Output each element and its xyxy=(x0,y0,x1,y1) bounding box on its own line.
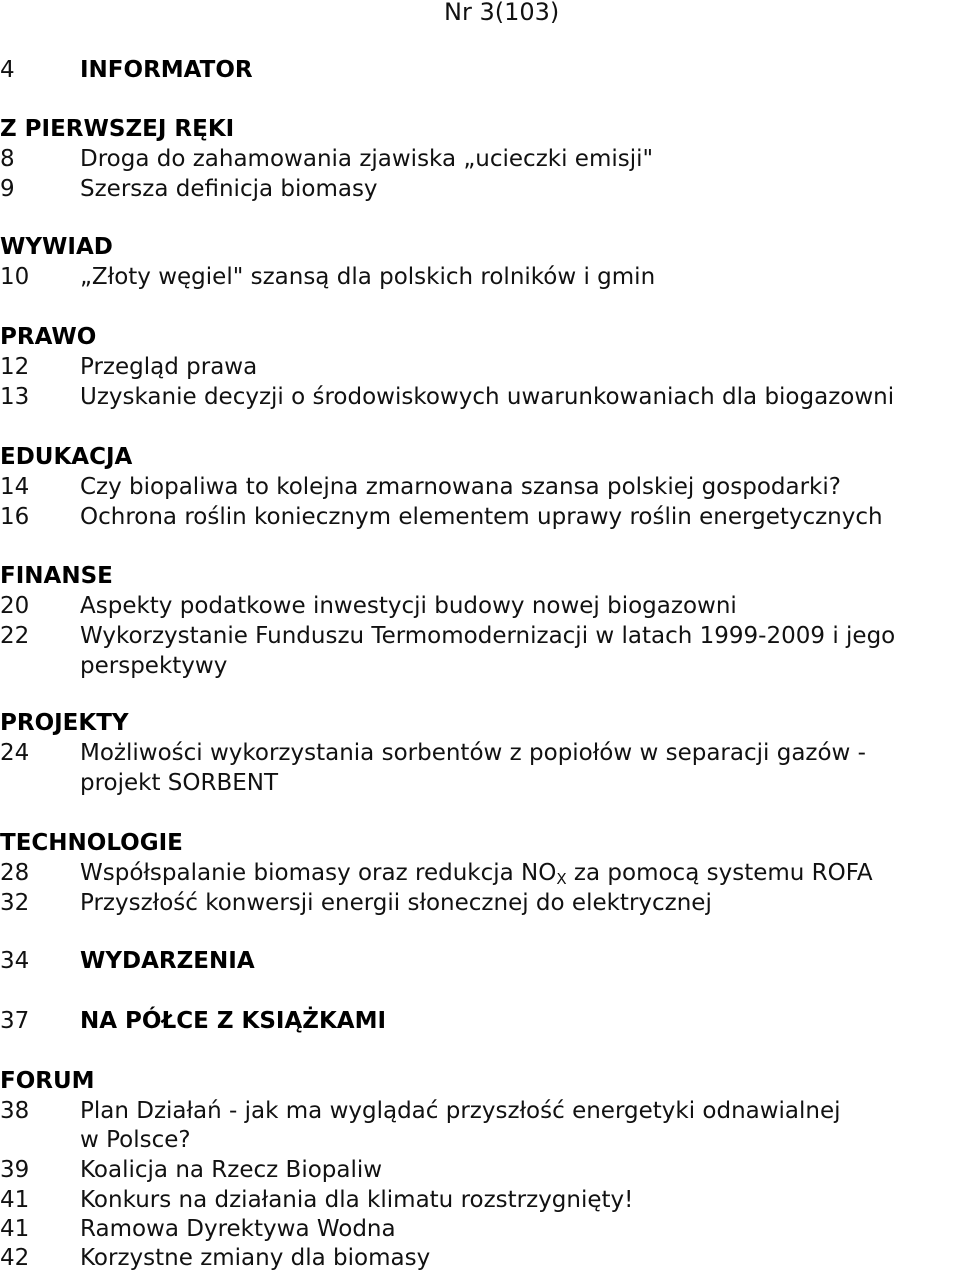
page-number: 24 xyxy=(0,740,30,766)
entry-title: Plan Działań - jak ma wyglądać przyszłość energetyki odnawialnej xyxy=(80,1098,841,1124)
toc-entry[interactable] xyxy=(0,502,883,532)
entry-title: Szersza definicja biomasy xyxy=(80,176,378,202)
entry-title: Konkurs na działania dla klimatu rozstrzygnięty! xyxy=(80,1187,634,1213)
entry-title: Uzyskanie decyzji o środowiskowych uwarunkowaniach dla biogazowni xyxy=(80,384,895,410)
section-title: INFORMATOR xyxy=(80,57,253,83)
page-number: 34 xyxy=(0,948,30,974)
entry-title: Wykorzystanie Funduszu Termomodernizacji w latach 1999-2009 i jego xyxy=(80,623,896,649)
page-number: 37 xyxy=(0,1008,30,1034)
entry-title: Czy biopaliwa to kolejna zmarnowana szansa polskiej gospodarki? xyxy=(80,474,841,500)
toc-entry[interactable] xyxy=(0,262,655,292)
page-number: 20 xyxy=(0,593,30,619)
page-number: 13 xyxy=(0,384,30,410)
page-number: 28 xyxy=(0,860,30,886)
toc-entry[interactable] xyxy=(0,858,873,888)
toc-entry[interactable] xyxy=(0,738,866,768)
toc-entry[interactable] xyxy=(0,472,841,502)
subscript: X xyxy=(556,870,567,888)
toc-entry[interactable] xyxy=(0,1214,396,1244)
entry-title: Możliwości wykorzystania sorbentów z popiołów w separacji gazów - xyxy=(80,740,866,766)
page-number: 9 xyxy=(0,176,15,202)
toc-entry[interactable] xyxy=(0,352,257,382)
section-heading-z-pierwszej-reki: Z PIERWSZEJ RĘKI xyxy=(0,116,235,142)
toc-entry-informator[interactable] xyxy=(0,55,253,85)
entry-title: Przyszłość konwersji energii słonecznej do elektrycznej xyxy=(80,890,712,916)
page-number: 32 xyxy=(0,890,30,916)
page-number: 8 xyxy=(0,146,15,172)
toc-entry[interactable] xyxy=(0,591,737,621)
entry-title-continuation[interactable]: w Polsce? xyxy=(80,1127,191,1153)
entry-title: Korzystne zmiany dla biomasy xyxy=(80,1245,431,1271)
toc-entry-wydarzenia[interactable] xyxy=(0,946,255,976)
toc-entry[interactable] xyxy=(0,144,653,174)
entry-title-part: Współspalanie biomasy oraz redukcja NO xyxy=(80,860,557,886)
entry-title: Ramowa Dyrektywa Wodna xyxy=(80,1216,396,1242)
entry-title: Ochrona roślin koniecznym elementem uprawy roślin energetycznych xyxy=(80,504,883,530)
toc-entry[interactable] xyxy=(0,1243,430,1273)
page-number: 39 xyxy=(0,1157,30,1183)
toc-entry[interactable] xyxy=(0,888,712,918)
issue-number: Nr 3(103) xyxy=(444,0,560,26)
entry-title xyxy=(80,858,873,888)
section-heading-finanse: FINANSE xyxy=(0,563,113,589)
toc-entry[interactable] xyxy=(0,621,895,651)
page-number: 22 xyxy=(0,623,30,649)
page-number: 41 xyxy=(0,1187,30,1213)
entry-title-continuation[interactable]: perspektywy xyxy=(80,653,228,679)
page-number: 10 xyxy=(0,264,30,290)
toc-entry[interactable] xyxy=(0,174,378,204)
page-number: 12 xyxy=(0,354,30,380)
toc-entry[interactable] xyxy=(0,382,894,412)
section-heading-forum: FORUM xyxy=(0,1068,95,1094)
page-number: 16 xyxy=(0,504,30,530)
toc-entry[interactable] xyxy=(0,1155,382,1185)
section-heading-projekty: PROJEKTY xyxy=(0,710,129,736)
page-number: 42 xyxy=(0,1245,30,1271)
entry-title: Przegląd prawa xyxy=(80,354,258,380)
page-number: 14 xyxy=(0,474,30,500)
section-heading-technologie: TECHNOLOGIE xyxy=(0,830,183,856)
toc-entry-na-polce[interactable] xyxy=(0,1006,386,1036)
section-heading-wywiad: WYWIAD xyxy=(0,234,113,260)
entry-title: „Złoty węgiel" szansą dla polskich rolników i gmin xyxy=(80,264,656,290)
page-number: 41 xyxy=(0,1216,30,1242)
page-number: 4 xyxy=(0,57,15,83)
entry-title-continuation[interactable]: projekt SORBENT xyxy=(80,770,279,796)
toc-entry[interactable] xyxy=(0,1185,633,1215)
toc-entry[interactable] xyxy=(0,1096,841,1126)
section-title: WYDARZENIA xyxy=(80,948,255,974)
section-heading-prawo: PRAWO xyxy=(0,324,97,350)
entry-title: Koalicja na Rzecz Biopaliw xyxy=(80,1157,383,1183)
section-heading-edukacja: EDUKACJA xyxy=(0,444,133,470)
section-title: NA PÓŁCE Z KSIĄŻKAMI xyxy=(80,1008,387,1034)
entry-title: Aspekty podatkowe inwestycji budowy nowej biogazowni xyxy=(80,593,737,619)
entry-title: Droga do zahamowania zjawiska „ucieczki emisji" xyxy=(80,146,654,172)
page-number: 38 xyxy=(0,1098,30,1124)
entry-title-part: za pomocą systemu ROFA xyxy=(566,860,873,886)
